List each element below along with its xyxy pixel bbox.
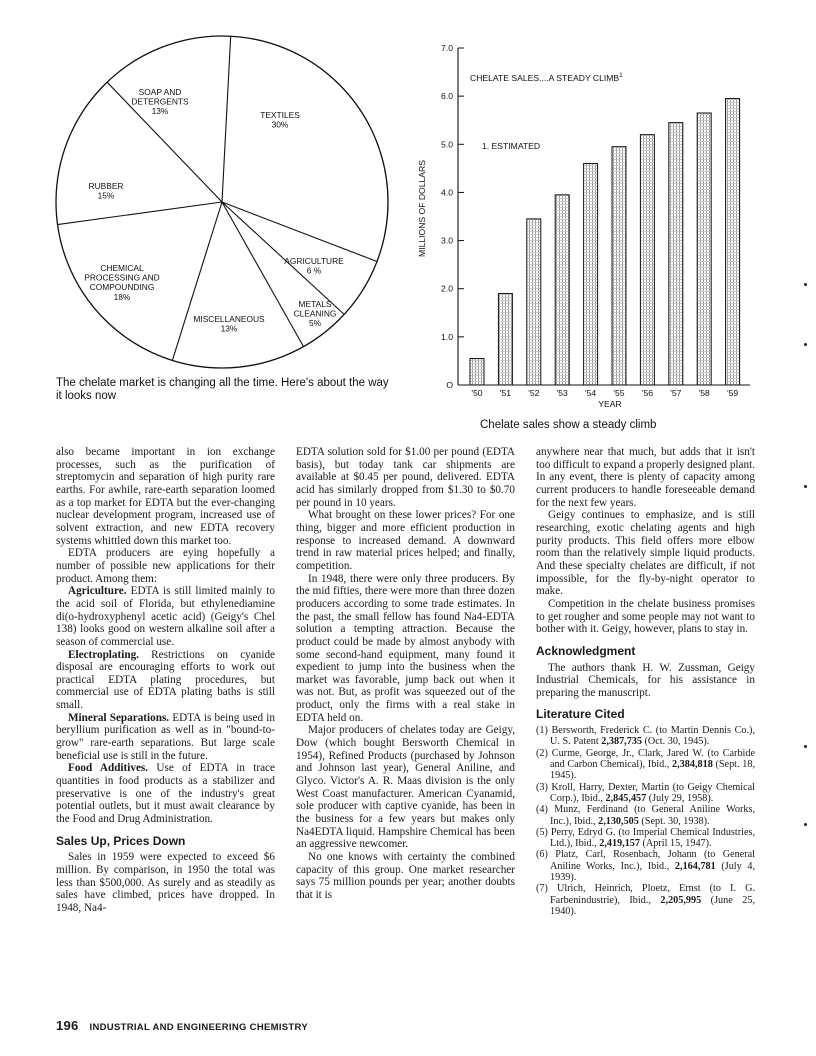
x-tick-label: '57: [670, 388, 682, 398]
x-tick-label: '55: [613, 388, 625, 398]
reference-item: (4) Munz, Ferdinand (to General Aniline Works, Inc.), Ibid., 2,130,505 (Sept. 30, 1938).: [536, 804, 755, 827]
reference-item: (6) Platz, Carl, Rosenbach, Johann (to General Aniline Works, Inc.), Ibid., 2,164,781 (July 4, 1939).: [536, 849, 756, 883]
pie-slice-label: MISCELLANEOUS 13%: [193, 314, 265, 334]
margin-mark: [804, 283, 807, 286]
section-heading: Literature Cited: [536, 707, 625, 722]
margin-mark: [804, 745, 807, 748]
y-tick-label: 1.0: [441, 331, 453, 342]
y-tick-label: 4.0: [441, 187, 453, 198]
body-paragraph: Agriculture. EDTA is still limited mainly to the acid soil of Florida, but ethylenediamine di(o-hydroxyphenyl acetic acid) (Geigy's Chel 138) looks good on western alkaline soil after a season of commercial use.: [56, 585, 275, 648]
body-paragraph: No one knows with certainty the combined capacity of this group. One market researcher says 75 million pounds per year; another doubts that it is: [296, 851, 515, 901]
body-paragraph: Major producers of chelates today are Geigy, Dow (which bought Bersworth Chemical in 1954), Refined Products (purchased by Johnson and Johnson last year), General Aniline, and Glyco. Victor's A. R. Maas division is the only West Coast manufacturer. American Cyanamid, sole producer with captive cyanide, has been in the business for a few years but makes only Na4EDTA liquid. Hampshire Chemical has been an aggressive newcomer.: [296, 724, 515, 851]
reference-item: (7) Ulrich, Heinrich, Ploetz, Ernst (to I. G. Farbenindustrie), Ibid., 2,205,995 (June 25, 1940).: [536, 883, 755, 917]
bar-chart-title: CHELATE SALES....A STEADY CLIMB$^1$: [470, 72, 623, 83]
body-paragraph: In 1948, there were only three producers. By the mid fifties, there were more than three dozen producers according to some trade estimates. In the past, the small fellow has found Na4-EDTA solution a tempting attraction. Because the product could be made by almost anybody with some second-hand equipment, many found it expedient to jump into the business when the market was favorable, jump back out when it was not. But, as profit was squeezed out of the product, only the firms with a real stake in EDTA held on.: [296, 572, 515, 724]
pie-slice-label: METALS CLEANING 5%: [293, 299, 337, 329]
x-tick-label: '58: [698, 388, 710, 398]
pie-slice-label: TEXTILES 30%: [260, 110, 300, 130]
body-paragraph: The authors thank H. W. Zussman, Geigy Industrial Chemicals, for his assistance in preparing the manuscript.: [536, 661, 755, 699]
y-tick-label: 2.0: [441, 283, 453, 294]
margin-mark: [804, 823, 807, 826]
article-column-3: [536, 446, 755, 917]
y-tick-label: 3.0: [441, 235, 453, 246]
body-paragraph: Competition in the chelate business promises to get rougher and some people may not want to bother with it. Geigy, however, plans to stay in.: [536, 597, 755, 636]
body-paragraph: EDTA producers are eying hopefully a number of possible new applications for their product. Among them:: [56, 547, 275, 585]
pie-slice-label: AGRICULTURE 6 %: [284, 256, 344, 276]
body-paragraph: Sales in 1959 were expected to exceed $6 million. By comparison, in 1950 the total was less than $500,000. As surely and as steadily as sales have climbed, prices have dropped. In 1948, Na4-: [56, 851, 275, 914]
market-pie-chart: [52, 32, 392, 372]
body-paragraph: Geigy continues to emphasize, and is still researching, exotic chelating agents and high purity products. This field offers more elbow room than the relatively simple liquid products. And these specialty chelates are difficult, if not impossible, for the fly-by-night operator to make.: [536, 509, 755, 598]
x-tick-label: '56: [641, 388, 654, 398]
body-paragraph: Food Additives. Use of EDTA in trace quantities in food products as a stabilizer and preservative is one of the industry's great potential outlets, but it must await clearance by the Food and Drug Administration.: [56, 762, 275, 826]
x-axis-label: YEAR: [598, 399, 622, 409]
body-paragraph: EDTA solution sold for $1.00 per pound (EDTA basis), but today tank car shipments are available at $0.45 per pound, delivered. EDTA acid has similarly dropped from $1.30 to $0.70 per pound in 10 years.: [296, 446, 515, 509]
bar-52: [527, 219, 541, 385]
article-column-1: [56, 446, 275, 915]
y-tick-label: 6.0: [441, 91, 453, 102]
x-tick-label: '53: [556, 388, 568, 398]
bar-56: [640, 135, 654, 385]
bar-chart-text: [417, 43, 738, 409]
y-tick-label: 5.0: [441, 139, 453, 150]
pie-slice-label: SOAP AND DETERGENTS 13%: [131, 87, 189, 117]
run-in-heading: Electroplating.: [68, 648, 139, 661]
bar-58: [697, 113, 711, 385]
journal-name: INDUSTRIAL AND ENGINEERING CHEMISTRY: [89, 1022, 308, 1033]
page-footer: [56, 1018, 308, 1033]
run-in-heading: Food Additives.: [68, 762, 149, 775]
bar-chart-caption: Chelate sales show a steady climb: [480, 419, 657, 431]
bar-51: [498, 294, 512, 385]
bar-55: [612, 147, 626, 385]
article-column-2: [296, 446, 515, 902]
run-in-heading: Agriculture.: [68, 585, 127, 598]
pie-chart-caption: The chelate market is changing all the time. Here's about the way it looks now: [56, 377, 389, 402]
bar-59: [726, 99, 740, 385]
y-tick-label: 7.0: [441, 43, 453, 53]
chelate-sales-bar-chart: [412, 30, 772, 418]
body-paragraph: Mineral Separations. EDTA is being used in beryllium purification as well as in "bound-to-grow" rare-earth separations. But large scale beneficial use is still in the future.: [56, 711, 276, 762]
section-heading: Sales Up, Prices Down: [56, 833, 186, 848]
literature-cited-list: [536, 725, 755, 917]
body-paragraph: What brought on these lower prices? For one thing, bigger and more efficient production in response to increased demand. A downward trend in raw material prices helped; and finally, competition.: [296, 509, 515, 572]
y-tick-label: O: [446, 380, 453, 390]
pie-slice-label: RUBBER 15%: [88, 181, 124, 201]
reference-item: (2) Curme, George, Jr., Clark, Jared W. (to Carbide and Carbon Chemical), Ibid., 2,384,818 (Sept. 18, 1945).: [536, 747, 755, 782]
x-tick-label: '59: [726, 388, 739, 398]
body-paragraph: also became important in ion exchange processes, such as the purification of streptomycin and separation of high purity rare earths. For awhile, rare-earth separation loomed as a top market for EDTA but the ever-changing nuclear development program, increased use of solvent extraction, and new EDTA recovery systems whittled down this market too.: [56, 446, 275, 547]
y-axis-label: MILLIONS OF DOLLARS: [417, 160, 427, 257]
margin-mark: [804, 485, 807, 488]
page-number: 196: [56, 1018, 79, 1033]
x-tick-label: '50: [471, 388, 483, 398]
margin-mark: [804, 343, 807, 346]
bar-53: [555, 195, 569, 385]
body-paragraph: Electroplating. Restrictions on cyanide disposal are encouraging efforts to work out practical EDTA plating procedures, but commercial use of EDTA plating baths is still small.: [56, 648, 275, 712]
body-paragraph: anywhere near that much, but adds that it isn't too difficult to expand a properly designed plant. In any event, there is plenty of capacity among current producers to handle foreseeable demand for the next few years.: [536, 446, 755, 509]
x-tick-label: '52: [528, 388, 540, 398]
reference-item: (5) Perry, Edryd G. (to Imperial Chemical Industries, Ltd.), Ibid., 2,419,157 (April 15, 1947).: [536, 826, 755, 850]
bar-57: [669, 123, 683, 385]
reference-item: (3) Kroll, Harry, Dexter, Martin (to Geigy Chemical Corp.), Ibid., 2,845,457 (July 29, 1958).: [536, 781, 755, 804]
reference-item: (1) Bersworth, Frederick C. (to Martin Dennis Co.), U. S. Patent 2,387,735 (Oct. 30, 1945).: [536, 725, 755, 748]
section-heading: Acknowledgment: [536, 643, 636, 658]
bar-chart-note: 1. ESTIMATED: [482, 141, 541, 151]
run-in-heading: Mineral Separations.: [68, 711, 170, 724]
bar-54: [584, 164, 598, 385]
x-tick-label: '51: [499, 388, 512, 398]
bar-50: [470, 359, 484, 385]
x-tick-label: '54: [584, 388, 597, 398]
pie-slice-label: CHEMICAL PROCESSING AND COMPOUNDING 18%: [84, 263, 160, 302]
